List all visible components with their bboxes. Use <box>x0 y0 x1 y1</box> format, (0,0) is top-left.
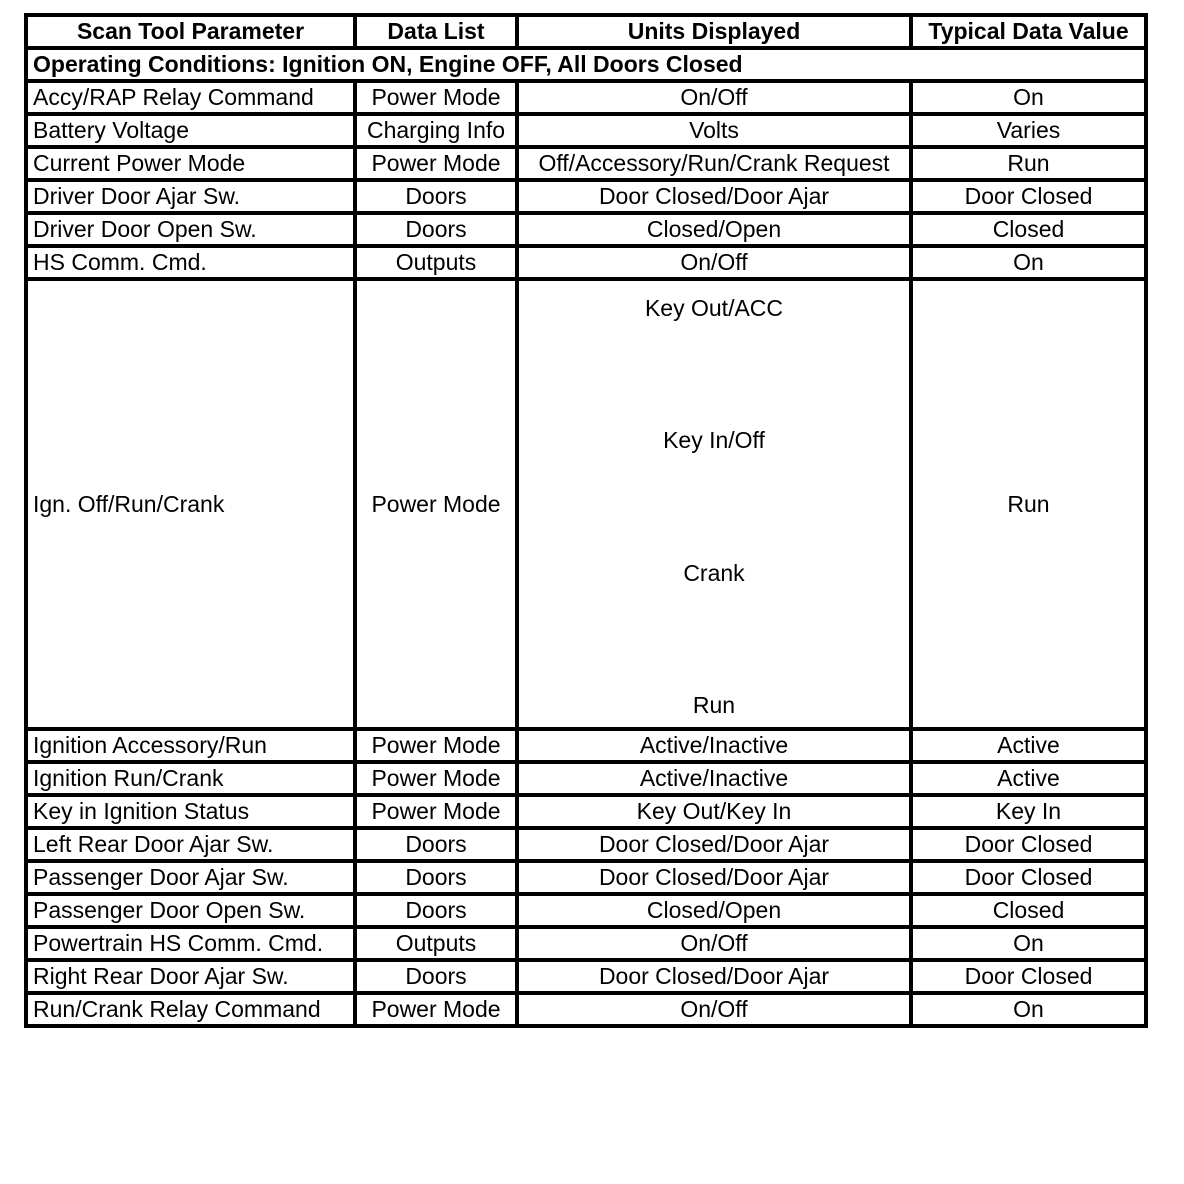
cell-parameter: Passenger Door Ajar Sw. <box>26 861 355 894</box>
cell-typical: On <box>911 993 1146 1026</box>
cell-typical: Closed <box>911 213 1146 246</box>
cell-data-list: Charging Info <box>355 114 517 147</box>
cell-typical: Door Closed <box>911 180 1146 213</box>
table-row <box>26 729 1146 762</box>
cell-data-list: Power Mode <box>355 795 517 828</box>
cell-typical: On <box>911 81 1146 114</box>
cell-parameter: Right Rear Door Ajar Sw. <box>26 960 355 993</box>
cell-units: Closed/Open <box>517 213 911 246</box>
cell-units: Door Closed/Door Ajar <box>517 960 911 993</box>
cell-typical: Run <box>911 147 1146 180</box>
units-option: Key In/Off <box>663 427 765 454</box>
cell-data-list: Power Mode <box>355 729 517 762</box>
cell-units: On/Off <box>517 246 911 279</box>
cell-parameter: Run/Crank Relay Command <box>26 993 355 1026</box>
operating-conditions-row <box>26 48 1146 81</box>
header-row <box>26 15 1146 48</box>
header-units-displayed: Units Displayed <box>517 15 911 48</box>
table-row <box>26 993 1146 1026</box>
cell-data-list: Outputs <box>355 927 517 960</box>
cell-typical: Door Closed <box>911 861 1146 894</box>
cell-data-list: Doors <box>355 180 517 213</box>
cell-parameter: Driver Door Ajar Sw. <box>26 180 355 213</box>
table-row <box>26 861 1146 894</box>
cell-data-list: Power Mode <box>355 993 517 1026</box>
cell-typical: Door Closed <box>911 828 1146 861</box>
table-row <box>26 279 1146 729</box>
cell-units: Volts <box>517 114 911 147</box>
table-row <box>26 960 1146 993</box>
cell-data-list: Doors <box>355 828 517 861</box>
cell-typical: On <box>911 246 1146 279</box>
cell-units: On/Off <box>517 993 911 1026</box>
cell-units: Door Closed/Door Ajar <box>517 861 911 894</box>
table-row <box>26 828 1146 861</box>
cell-data-list: Doors <box>355 894 517 927</box>
cell-typical: Closed <box>911 894 1146 927</box>
cell-data-list: Doors <box>355 960 517 993</box>
cell-parameter: HS Comm. Cmd. <box>26 246 355 279</box>
cell-typical: Active <box>911 729 1146 762</box>
cell-data-list: Doors <box>355 213 517 246</box>
table-row <box>26 795 1146 828</box>
cell-units: Door Closed/Door Ajar <box>517 180 911 213</box>
cell-data-list: Doors <box>355 861 517 894</box>
cell-data-list: Power Mode <box>355 81 517 114</box>
table-row <box>26 213 1146 246</box>
cell-typical: On <box>911 927 1146 960</box>
cell-units: Key Out/Key In <box>517 795 911 828</box>
cell-units <box>517 279 911 729</box>
cell-data-list: Power Mode <box>355 147 517 180</box>
cell-typical: Varies <box>911 114 1146 147</box>
cell-parameter: Ignition Run/Crank <box>26 762 355 795</box>
table-row <box>26 894 1146 927</box>
cell-typical: Run <box>911 279 1146 729</box>
units-option: Crank <box>683 559 745 586</box>
cell-units: Active/Inactive <box>517 762 911 795</box>
header-scan-tool-parameter: Scan Tool Parameter <box>26 15 355 48</box>
table-row <box>26 180 1146 213</box>
cell-parameter: Current Power Mode <box>26 147 355 180</box>
cell-units: On/Off <box>517 927 911 960</box>
cell-typical: Active <box>911 762 1146 795</box>
header-typical-data-value: Typical Data Value <box>911 15 1146 48</box>
cell-units: Closed/Open <box>517 894 911 927</box>
cell-units: On/Off <box>517 81 911 114</box>
cell-parameter: Driver Door Open Sw. <box>26 213 355 246</box>
cell-units: Active/Inactive <box>517 729 911 762</box>
cell-units: Off/Accessory/Run/Crank Request <box>517 147 911 180</box>
table-row <box>26 114 1146 147</box>
table-row <box>26 147 1146 180</box>
table-row <box>26 762 1146 795</box>
cell-parameter: Key in Ignition Status <box>26 795 355 828</box>
cell-typical: Door Closed <box>911 960 1146 993</box>
cell-data-list: Power Mode <box>355 279 517 729</box>
units-option: Run <box>692 691 736 718</box>
cell-data-list: Outputs <box>355 246 517 279</box>
units-option: Key Out/ACC <box>644 295 784 321</box>
table-row <box>26 246 1146 279</box>
cell-parameter: Powertrain HS Comm. Cmd. <box>26 927 355 960</box>
cell-parameter: Battery Voltage <box>26 114 355 147</box>
cell-parameter: Accy/RAP Relay Command <box>26 81 355 114</box>
cell-typical: Key In <box>911 795 1146 828</box>
cell-parameter: Ign. Off/Run/Crank <box>26 279 355 729</box>
cell-parameter: Ignition Accessory/Run <box>26 729 355 762</box>
table-row <box>26 927 1146 960</box>
operating-conditions: Operating Conditions: Ignition ON, Engine OFF, All Doors Closed <box>26 48 1146 81</box>
scan-tool-data-table <box>24 13 1148 1028</box>
cell-parameter: Left Rear Door Ajar Sw. <box>26 828 355 861</box>
cell-data-list: Power Mode <box>355 762 517 795</box>
cell-parameter: Passenger Door Open Sw. <box>26 894 355 927</box>
header-data-list: Data List <box>355 15 517 48</box>
cell-units: Door Closed/Door Ajar <box>517 828 911 861</box>
table-row <box>26 81 1146 114</box>
units-list <box>524 289 904 719</box>
